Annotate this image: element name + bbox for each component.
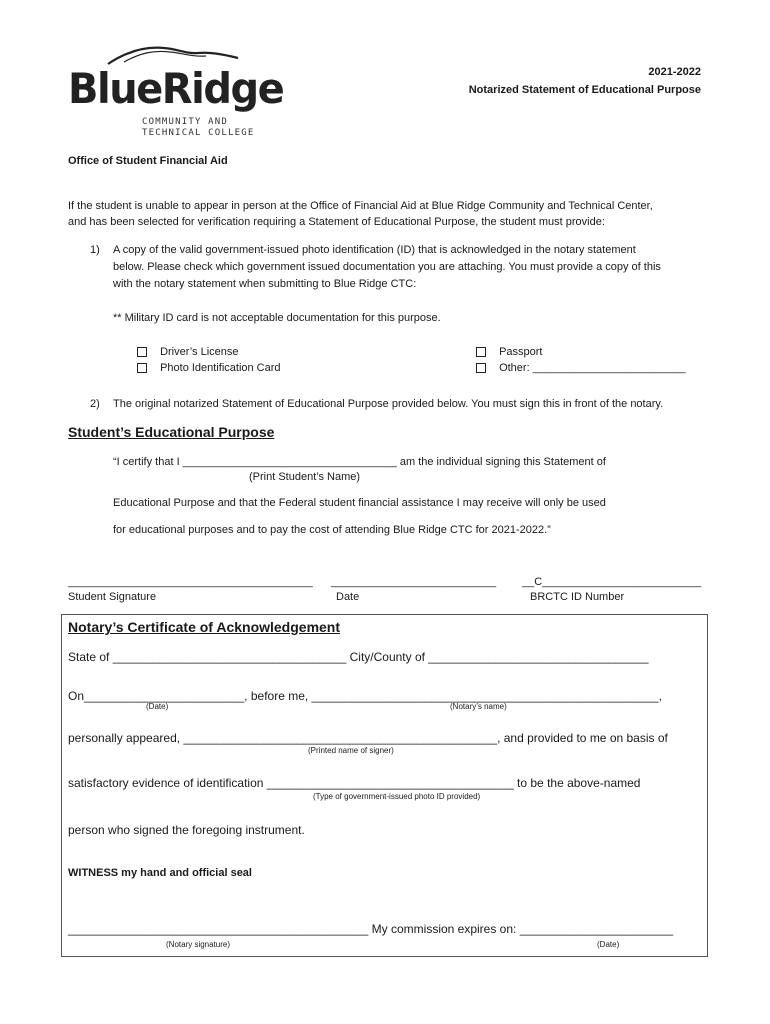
checkbox-drivers-license[interactable] [137,346,239,358]
checkbox-square[interactable] [137,363,147,373]
print-name-caption: (Print Student’s Name) [249,471,361,483]
notary-on-line[interactable]: On________________________, before me, ____________________________________________________, [68,689,662,703]
brctc-id-line[interactable]: __C__________________________ [522,576,702,588]
checkbox-square[interactable] [137,347,147,357]
date-line[interactable]: ___________________________ [331,576,497,588]
intro-line-2: and has been selected for verification requiring a Statement of Educational Purpose, the student must provide: [68,216,605,228]
logo-subtitle-line2: TECHNICAL COLLEGE [142,128,255,138]
checkbox-passport[interactable] [476,346,542,358]
checkbox-other[interactable] [476,362,686,374]
notary-evidence-line[interactable]: satisfactory evidence of identification _____________________________________ to be the above-named [68,776,641,790]
logo-subtitle-line1: COMMUNITY AND [142,117,229,127]
checkbox-square[interactable] [476,347,486,357]
notary-commission-line[interactable]: _____________________________________________ My commission expires on: _______________________ [68,922,674,936]
notary-signature-caption: (Notary signature) [166,940,231,949]
student-signature-line[interactable]: ________________________________________ [68,576,313,588]
notary-appeared-line[interactable]: personally appeared, _______________________________________________, and provided to me on basis of [68,731,668,745]
item-1-line-1: A copy of the valid government-issued photo identification (ID) that is acknowledged in the notary statement [113,244,636,256]
form-year: 2021-2022 [648,66,701,78]
checkbox-square[interactable] [476,363,486,373]
item-1-line-3: with the notary statement when submitting to Blue Ridge CTC: [113,278,417,290]
item-1-line-2: below. Please check which government issued documentation you are attaching. You must provide a copy of this [113,261,661,273]
intro-line-1: If the student is unable to appear in person at the Office of Financial Aid at Blue Ridge Community and Technical Center, [68,200,653,212]
certify-line-1: “I certify that I ___________________________________ am the individual signing this Statement of [113,456,606,468]
form-title: Notarized Statement of Educational Purpose [468,84,701,96]
notary-state-line[interactable]: State of ___________________________________ City/County of _________________________________ [68,650,649,664]
office-name: Office of Student Financial Aid [68,155,228,167]
mountain-logo-icon [106,44,241,66]
notary-heading: Notary’s Certificate of Acknowledgement [68,619,341,635]
checkbox-photo-id[interactable] [137,362,281,374]
military-id-note: ** Military ID card is not acceptable documentation for this purpose. [113,312,441,324]
certify-line-2: Educational Purpose and that the Federal student financial assistance I may receive will only be used [113,497,606,509]
item-2-text: The original notarized Statement of Educational Purpose provided below. You must sign this in front of the notary. [113,398,664,410]
logo-wordmark: BlueRidge [68,65,284,114]
student-purpose-heading: Student’s Educational Purpose [68,424,275,440]
item-1-number: 1) [90,244,100,256]
checkbox-label: Passport [499,346,543,358]
notary-date-caption: (Date) [146,702,169,711]
commission-date-caption: (Date) [597,940,620,949]
witness-text: WITNESS my hand and official seal [68,867,252,879]
checkbox-label: Other: _________________________ [499,362,686,374]
signer-name-caption: (Printed name of signer) [308,746,394,755]
checkbox-label: Photo Identification Card [160,362,281,374]
checkbox-label: Driver’s License [160,346,239,358]
certify-line-3: for educational purposes and to pay the cost of attending Blue Ridge CTC for 2021-2022.” [113,524,551,536]
id-type-caption: (Type of government-issued photo ID provided) [313,792,481,801]
date-label: Date [336,591,360,603]
notary-name-caption: (Notary’s name) [450,702,507,711]
notary-person-line: person who signed the foregoing instrument. [68,823,305,837]
item-2-number: 2) [90,398,100,410]
student-signature-label: Student Signature [68,591,157,603]
brctc-id-label: BRCTC ID Number [530,591,625,603]
